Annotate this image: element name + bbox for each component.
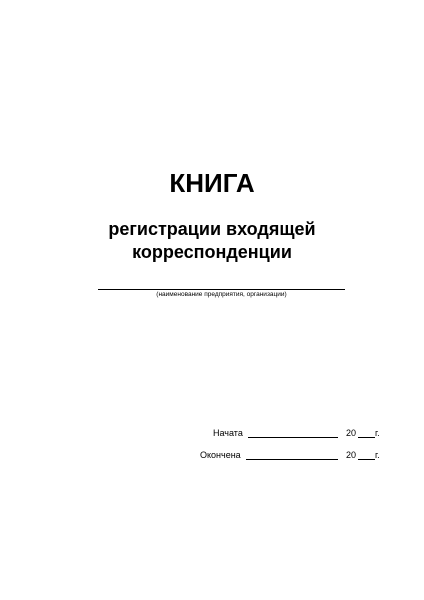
finished-date-blank bbox=[246, 459, 338, 460]
book-subtitle-line-2: корреспонденции bbox=[132, 242, 292, 262]
organization-name-caption: (наименование предприятия, организации) bbox=[156, 291, 287, 298]
started-date-row bbox=[200, 427, 390, 441]
started-year-blank bbox=[358, 437, 375, 438]
started-date-blank bbox=[248, 437, 338, 438]
started-label: Начата bbox=[213, 428, 243, 438]
finished-date-row bbox=[200, 449, 390, 463]
finished-year-prefix: 20 bbox=[346, 450, 357, 460]
organization-name-line bbox=[98, 289, 345, 290]
book-title: КНИГА bbox=[169, 168, 255, 198]
finished-label: Окончена bbox=[200, 450, 241, 460]
finished-year-blank bbox=[358, 459, 375, 460]
book-subtitle-line-1: регистрации входящей bbox=[108, 219, 316, 239]
finished-year-suffix: г. bbox=[375, 450, 380, 460]
started-year-suffix: г. bbox=[375, 428, 380, 438]
started-year-prefix: 20 bbox=[346, 428, 357, 438]
